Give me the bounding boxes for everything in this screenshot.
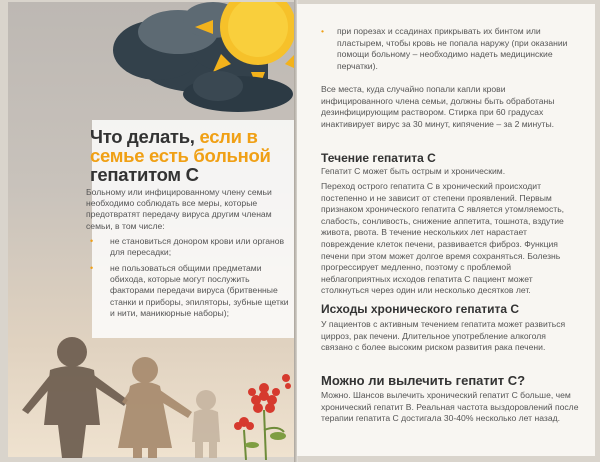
- bullet-icon: •: [90, 236, 94, 246]
- section-heading: Можно ли вылечить гепатит С?: [321, 373, 526, 388]
- bullet-icon: •: [90, 263, 94, 273]
- title-part: Что делать,: [90, 126, 200, 147]
- intro-text: Больному или инфицированному члену семьи необходимо соблюдать все меры, которые предотвратят передачу вируса другим членам семьи, в том числе:: [86, 187, 272, 231]
- list-item: [90, 236, 290, 258]
- flower-icon: [228, 370, 296, 460]
- paragraph: Можно. Шансов вылечить хронический гепатит С больше, чем хронический гепатит В. Реальная частота выздоровлений после терапии гепатита С достигала 30-40% несколько лет назад.: [321, 390, 579, 424]
- cloud-icon: [178, 64, 295, 114]
- list-item: [90, 263, 290, 319]
- title-part: гепатитом С: [90, 164, 199, 185]
- section-heading: Исходы хронического гепатита С: [321, 302, 520, 316]
- right-page: [297, 4, 595, 456]
- section-heading: Течение гепатита С: [321, 151, 436, 165]
- list-item-text: при порезах и ссадинах прикрывать их бинтом или пластырем, чтобы кровь не попала наружу (при оказании помощи больному – необходимо надеть медицинские перчатки).: [337, 26, 568, 71]
- bullet-icon: •: [321, 26, 325, 36]
- paragraph: У пациентов с активным течением гепатита может развиться цирроз, рак печени. Длительное употребление алкоголя связано с более высоким риском развития рака печени.: [321, 319, 566, 353]
- list-item-text: не пользоваться общими предметами обихода, которые могут послужить факторами передачи вируса (бритвенные станки и приборы, эпиляторы, зубные щетки и нити, маникюрные наборы);: [110, 263, 289, 318]
- paragraph: Все места, куда случайно попали капли крови инфицированного члена семьи, должны быть обработаны дезинфицирующим раствором. Стирка при 60 градусах инактивирует вирус за 30 минут, кипячение – за 2 минуты.: [321, 84, 555, 129]
- paragraph: Гепатит С может быть острым и хроническим.: [321, 166, 506, 176]
- title-part-highlight: если в: [199, 126, 258, 147]
- page-title: [90, 127, 290, 184]
- paragraph: Переход острого гепатита С в хронический происходит постепенно и не зависит от степени проявлений. Первым признаком хронического гепатита С является утомляемость, слабость, сонливость, снижение аппетита, тошнота, вздутие живота, рвота. В течение нескольких лет нарастает повреждение клеток печени, развивается фиброз. Функция печени при этом может долгое время сохраняться. Болезнь прогрессирует медленно, поэтому с проблемой неблагоприятных исходов гепатита С пациент может столкнуться через один или несколько десятков лет.: [321, 181, 565, 296]
- list-item: [321, 26, 576, 72]
- title-part-highlight: семье есть больной: [90, 145, 271, 166]
- list-item-text: не становиться донором крови или органов для пересадки;: [110, 236, 285, 258]
